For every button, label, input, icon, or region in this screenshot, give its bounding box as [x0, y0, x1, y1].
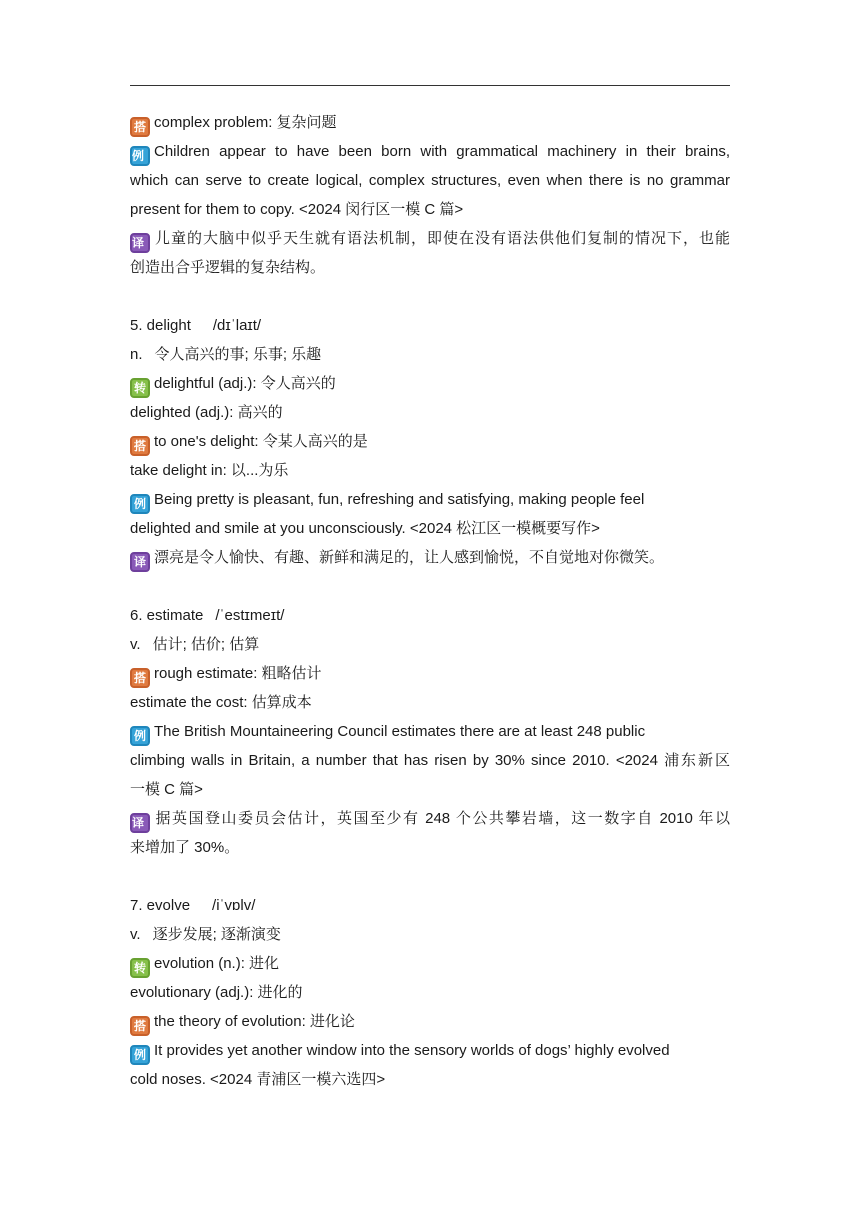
collocation-badge-icon: 搭: [130, 668, 150, 688]
collocation-line: estimate the cost: 估算成本: [130, 694, 312, 711]
collocation-badge-icon: 搭: [130, 1016, 150, 1036]
example-line: delighted and smile at you unconsciously. <2024 松江区一模概要写作>: [130, 520, 600, 537]
derivation-line: 转 evolution (n.): 进化: [130, 949, 730, 978]
entry-phonetic: /iˈvɒlv/: [212, 897, 256, 914]
translation-line: 译 漂亮是令人愉快、有趣、新鲜和满足的，让人感到愉悦，不自觉地对你微笑。: [130, 543, 730, 572]
derivation-line: 转 delightful (adj.): 令人高兴的: [130, 369, 730, 398]
entry-heading: [130, 311, 730, 340]
collocation-badge-icon: 搭: [130, 436, 150, 456]
collocation-line: 搭 complex problem: 复杂问题: [130, 108, 730, 137]
collocation-line: 搭 rough estimate: 粗略估计: [130, 659, 730, 688]
example-line: 例 Children appear to have been born with grammatical machinery in their brains,: [130, 137, 730, 166]
example-badge-icon: 例: [130, 494, 150, 514]
entry-phonetic: /ˈestɪmeɪt/: [215, 607, 285, 624]
derivation-badge-icon: 转: [130, 378, 150, 398]
translation-line: 创造出合乎逻辑的复杂结构。: [130, 259, 326, 276]
translation-badge-icon: 译: [130, 813, 150, 833]
example-line: 例 Being pretty is pleasant, fun, refreshing and satisfying, making people feel: [130, 485, 730, 514]
definition-line: n. 令人高兴的事; 乐事; 乐趣: [130, 346, 322, 363]
derivation-badge-icon: 转: [130, 958, 150, 978]
example-badge-icon: 例: [130, 726, 150, 746]
entry-word: 6. estimate: [130, 607, 204, 624]
example-line: 例 The British Mountaineering Council estimates there are at least 248 public: [130, 717, 730, 746]
example-line: cold noses. <2024 青浦区一模六选四>: [130, 1071, 386, 1088]
example-line: 例 It provides yet another window into the sensory worlds of dogs’ highly evolved: [130, 1036, 730, 1065]
vocabulary-content: [130, 108, 730, 1094]
derivation-line: delighted (adj.): 高兴的: [130, 404, 283, 421]
translation-line: 译 儿童的大脑中似乎天生就有语法机制，即使在没有语法供他们复制的情况下，也能: [130, 224, 730, 253]
entry-heading: [130, 601, 730, 630]
entry-heading: [130, 891, 730, 920]
definition-line: v. 估计; 估价; 估算: [130, 636, 260, 653]
definition-line: v. 逐步发展; 逐渐演变: [130, 926, 281, 943]
collocation-line: 搭 to one's delight: 令某人高兴的是: [130, 427, 730, 456]
translation-badge-icon: 译: [130, 233, 150, 253]
collocation-line: take delight in: 以...为乐: [130, 462, 289, 479]
entry-phonetic: /dɪˈlaɪt/: [212, 317, 262, 334]
example-line: climbing walls in Britain, a number that has risen by 30% since 2010. <2024 浦东新区: [130, 752, 730, 769]
example-line: present for them to copy. <2024 闵行区一模 C 篇>: [130, 201, 464, 218]
translation-line: 来增加了 30%。: [130, 839, 240, 856]
translation-badge-icon: 译: [130, 552, 150, 572]
collocation-badge-icon: 搭: [130, 117, 150, 137]
example-line: 一模 C 篇>: [130, 781, 203, 798]
entry-word: 7. evolve: [130, 897, 191, 914]
header-rule: [130, 85, 730, 86]
example-badge-icon: 例: [130, 1045, 150, 1065]
example-badge-icon: 例: [130, 146, 150, 166]
entry-word: 5. delight: [130, 317, 191, 334]
derivation-line: evolutionary (adj.): 进化的: [130, 984, 303, 1001]
collocation-line: 搭 the theory of evolution: 进化论: [130, 1007, 730, 1036]
translation-line: 译 据英国登山委员会估计，英国至少有 248 个公共攀岩墙，这一数字自 2010 年以: [130, 804, 730, 833]
example-line: which can serve to create logical, complex structures, even when there is no grammar: [130, 172, 730, 189]
